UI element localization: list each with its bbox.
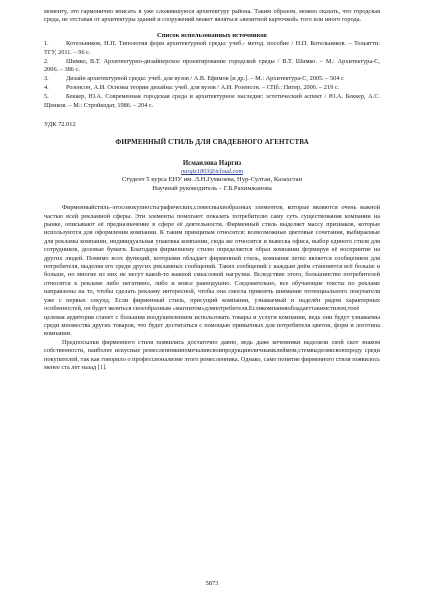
reference-item (44, 93, 380, 110)
body-paragraph-1-continued: целевая аудитория станет с большим воодушевлением использовать товары и услуги компании, ведь они будут узнаваемы среди множества других товаров, что будет достигаться с помощью привычных для потребителя цветов, форм и логотипа компании. (44, 313, 380, 338)
previous-article-ending: моменту, это гармонично вписать в уже сложившуюся архитектуру района. Таким образом, можно сказать, что городская среда, не отставая от архитектуры зданий и сооружений может являться «визитной карточкой» того или иного города. (44, 8, 380, 24)
reference-text: Дизайн архитектурной среды: учеб. для вузов / А.В. Ефимов [и др.]. – М.: Архитектура-С, 2005. – 504 с (66, 75, 344, 83)
reference-text: Беккер, Ю.А. Современная городская среда и архитектурное наследие: эстетический аспект / Ю.А. Беккер, А.С. Щенков. – М.: Стройиздат, 1986. – 204 с. (44, 93, 380, 109)
references-list (44, 40, 380, 110)
reference-number: 5. (44, 93, 49, 101)
supervisor-line: Научный руководитель – Г.Б.Рахимжанова (152, 184, 272, 192)
body-paragraph-1: Фирменныйстиль–этосовокупностьграфических,словесныхиобразных элементов, которые являются очень важной частью всей рекламной сферы. Эти элементы помогают показать потребителю саму суть существования компании на рынке, описывают её предназначение в сфере её деятельности. Фирменный стиль выделяет массу признаков, которые используются для оформления компании. К таким принципам относятся: всевозможные цветовые сочетания, выбираемые для рекламы компании, индивидуальная упаковка компании, сюда же относятся и вывеска офиса, выбор единого стиля для сотрудников, деловые бумаги. Благодаря фирменному стилю определяется образ компании формируя её восприятие на других людей. Помимо всех функций, которыми обладает фирменный стиль, компания легко является сообщением для потребителя, выделяя его среди других рекламных сообщений. Таких сообщений с каждым днём становится всё больше и больше, но многие из них не несут какой-то важной смысловой нагрузки. Вследствие этого, большинство потребителей относятся к рекламе либо негативно, либо и вовсе равнодушно. Следовательно, все обучающие тексты по рекламе направлены на то, чтобы сделать рекламу интересной, чтобы она смогла привлечь внимание потенциального покупателя уже с первых секунд. Если фирменный стиль, присущий компании, узнаваемый и наделён рядом характерных особенностей, он будет являться своеобразным «магнитом»дляпотребителя.Есликомпанияобладаеттакимстилем,тоеё (44, 204, 380, 313)
author-name: Исмаилова Наргиз (182, 160, 242, 168)
page-number: 5873 (205, 580, 219, 587)
reference-number: 1. (44, 40, 49, 48)
article-title: ФИРМЕННЫЙ СТИЛЬ ДЛЯ СВАДЕБНОГО АГЕНТСТВА (115, 138, 309, 147)
reference-item (44, 40, 380, 57)
reference-item (44, 75, 380, 83)
author-affiliation: Студент 5 курса ЕНУ им. Л.Н.Гумилева, Нур-Султан, Казахстан (121, 176, 303, 184)
author-email-link[interactable]: nargiz1803@icloud.com (180, 168, 244, 176)
reference-text: Розенсон, А.И. Основы теории дизайна: учеб. для вузов / А.И. Розенсон. – СПб.: Питер, 2006. – 219 с. (66, 84, 340, 92)
reference-item (44, 84, 380, 92)
reference-number: 3. (44, 75, 49, 83)
reference-number: 4. (44, 84, 49, 92)
reference-text: Шимко, В.Т. Архитектурно-дизайнерское проектирование городской среды / В.Т. Шимко. – М.: Архитектура-С, 2006. – 386 с. (44, 57, 380, 74)
reference-number: 2. (44, 57, 49, 65)
reference-item (44, 58, 380, 75)
references-section (44, 31, 380, 110)
references-title: Список использованных источников (157, 31, 267, 39)
udc-code: УДК 72.012 (44, 121, 76, 129)
reference-text: Котельников, Н.П. Типология форм архитектурной среды: учеб.- метод. пособие / Н.П. Котельников. – Тольятти: ТГУ, 2011. – 96 с. (44, 40, 380, 56)
body-paragraph-2: Предпосылки фирменного стиля появились достаточно давно, ведь даже кочевники наделяли свой скот знаком собственности, наиболее искусные ремесленникиномечаливсвоипродукциюличнымклеймом,стемвыделяясвоюпроду среди покупателей, так как говорило о профессионализме этого ремесленника. Однако, само понятие фирменного стиля появилось менее ста лет назад [1]. (44, 338, 380, 371)
